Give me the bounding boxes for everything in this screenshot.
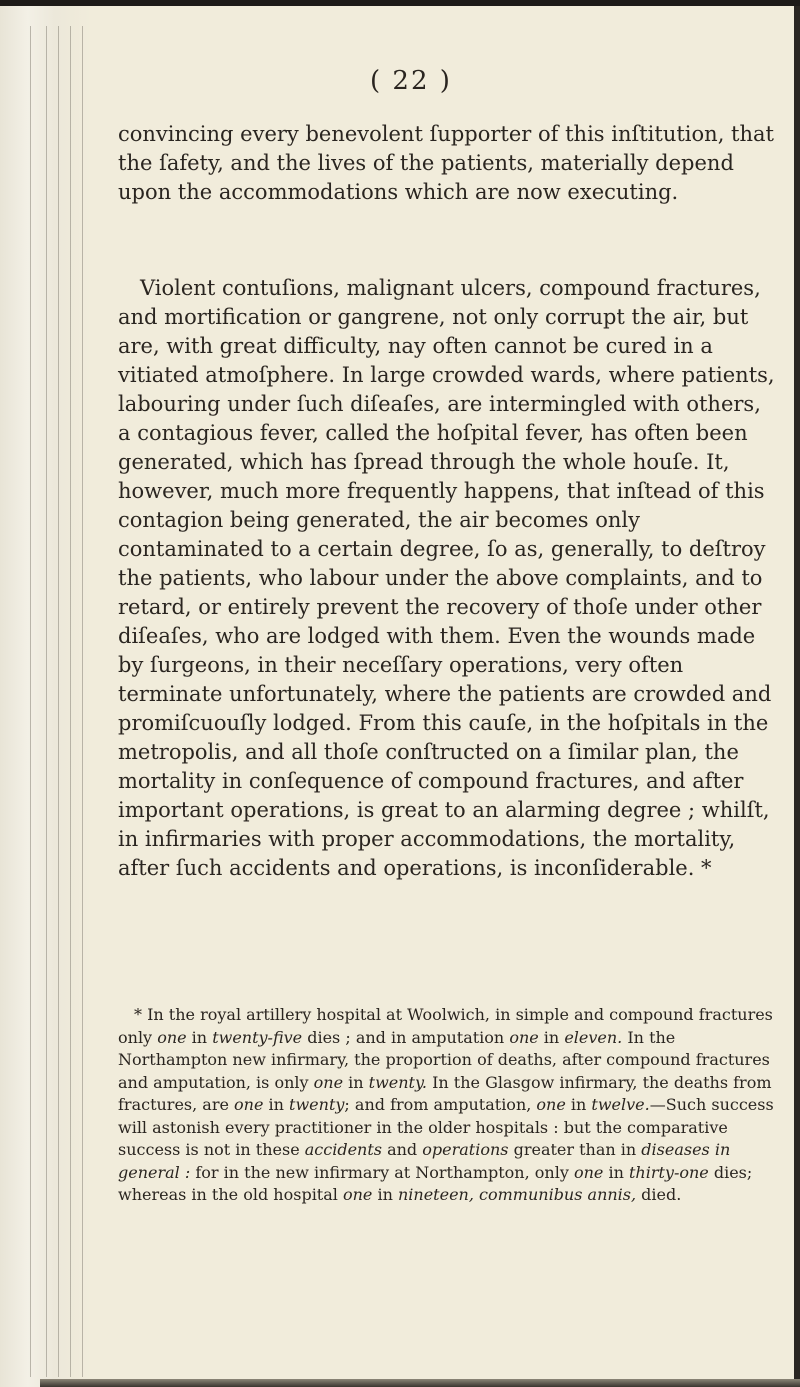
binding-line [46,26,47,1377]
bottom-border [40,1379,800,1387]
page-number: ( 22 ) [370,66,452,96]
footnote-text: in [263,1095,290,1114]
footnote-text: dies ; and in amputation [302,1027,510,1047]
footnote-emphasis: one [536,1095,566,1114]
footnote-emphasis: twenty-five [212,1027,303,1047]
right-border [794,6,800,1387]
footnote-text: In the Glasgow infirmary, the deaths from fractures, are [118,1072,772,1114]
footnote-emphasis: one [313,1072,344,1092]
footnote-text: in [186,1027,213,1047]
book-binding [0,6,92,1387]
footnote-text: for in the new infirmary at Northampton, only [190,1162,574,1182]
top-border [0,0,800,6]
footnote-emphasis: twenty [289,1095,345,1114]
footnote-emphasis: diseases in general : [118,1140,731,1182]
footnote-emphasis: one [234,1095,264,1114]
footnote-emphasis: twenty. [368,1072,427,1092]
footnote-emphasis: nineteen, communibus annis, [397,1185,637,1204]
footnote-text: in [343,1072,369,1092]
binding-line [58,26,59,1377]
footnote-emphasis: one [573,1162,604,1182]
footnote-emphasis: eleven. [564,1027,623,1047]
binding-line [82,26,83,1377]
footnote-emphasis: accidents [304,1140,382,1159]
footnote-text: in [538,1027,565,1047]
paragraph-1: convincing every benevolent ſupporter of this inſtitution, that the ſafety, and the lives of the patients, materially depend upon the accommodations which are now executing. [118,122,774,204]
footnote-text: in [372,1185,398,1204]
footnote-text: greater than in [508,1140,642,1159]
footnote-text: ; and from amputation, [344,1095,537,1114]
footnote-text: * In the royal artillery hospital at Woolwich, in simple and compound fractures only [118,1005,773,1047]
footnote-text: in [565,1095,592,1114]
footnote-emphasis: twelve. [591,1095,650,1114]
footnote-text: died. [636,1185,682,1204]
binding-line [70,26,71,1377]
footnote-text: in [603,1162,629,1182]
footnote-emphasis: one [509,1027,539,1047]
footnote-text: and [382,1140,423,1159]
footnote-emphasis: one [157,1027,187,1047]
footnote [118,1004,776,1207]
footnote-emphasis: operations [422,1140,509,1159]
footnote-emphasis: thirty-one [628,1162,709,1182]
paragraph-2: Violent contuſions, malignant ulcers, compound fractures, and mortification or gangrene, not only corrupt the air, but are, with great difficulty, nay often cannot be cured in a vitiated atmoſphere. In large crowded wards, where patients, labouring under ſuch diſeaſes, are intermingled with others, a contagious fever, called the hoſpital fever, has often been generated, which has ſpread through the whole houſe. It, however, much more frequently happens, that inſtead of this contagion being generated, the air becomes only contaminated to a certain degree, ſo as, generally, to deſtroy the patients, who labour under the above complaints, and to retard, or entirely prevent the recovery of thoſe under other diſeaſes, who are lodged with them. Even the wounds made by ſurgeons, in their neceſſary operations, very often terminate unfortunately, where the patients are crowded and promiſcuouſly lodged. From this cauſe, in the hoſpitals in the metropolis, and all thoſe conſtructed on a ſimilar plan, the mortality in conſequence of compound fractures, and after important operations, is great to an alarming degree ; whilſt, in infirmaries with proper accommodations, the mortality, after ſuch accidents and operations, is inconſiderable. * [118,276,775,880]
footnote-text: In the Northampton new infirmary, the proportion of deaths, after compound fractures and amputation, is only [118,1027,770,1092]
binding-line [30,26,31,1377]
footnote-text: —Such success will astonish every practitioner in the older hospitals : but the comparative success is not in these [118,1095,774,1159]
footnote-text: dies; whereas in the old hospital [118,1162,753,1204]
footnote-emphasis: one [342,1185,373,1204]
